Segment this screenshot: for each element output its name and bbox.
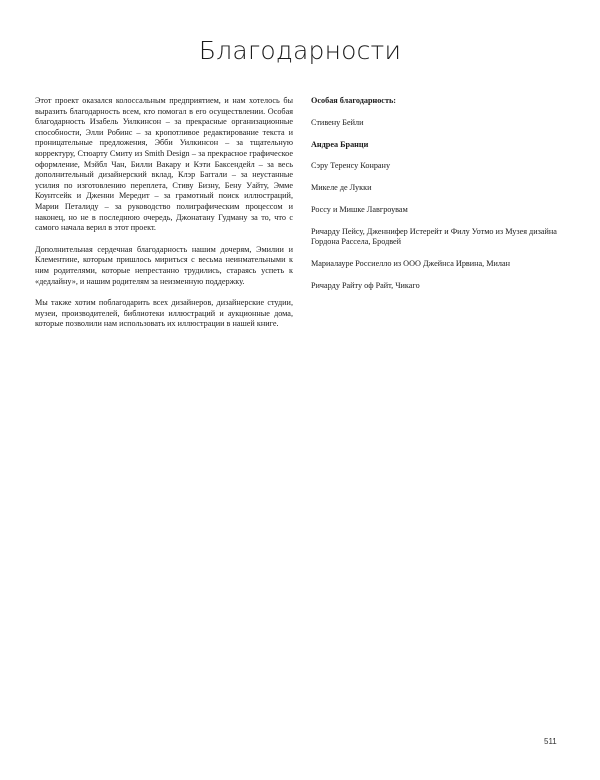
thanks-entry: Андреа Бранци bbox=[311, 139, 369, 149]
thanks-entry: Микеле де Лукки bbox=[311, 183, 372, 193]
thanks-entry: Ричарду Райту оф Райт, Чикаго bbox=[311, 280, 420, 290]
special-thanks-list bbox=[311, 96, 561, 303]
special-thanks-heading: Особая благодарность: bbox=[311, 96, 397, 105]
thanks-entry: Стивену Бейли bbox=[311, 117, 364, 127]
thanks-entry: Россу и Мишке Лавгроувам bbox=[311, 204, 408, 214]
thanks-entry: Мариалауре Россиелло из ООО Джейнса Ирвина, Милан bbox=[311, 259, 511, 269]
page-number: 511 bbox=[544, 737, 557, 746]
body-paragraph: Дополнительная сердечная благодарность нашим дочерям, Эмилии и Клементине, которым пришлось мириться с весьма неинмательными к ним родителями, которые непрестанно трудились, стараясь успеть к «дедлайну», и нашим родителям за неизменную поддержку. bbox=[35, 244, 293, 286]
body-paragraph: Мы также хотим поблагодарить всех дизайнеров, дизайнерские студии, музеи, производителей, библиотеки иллюстраций и аукционные дома, которые позволили нам использовать их иллюстрации в нашей книге. bbox=[35, 298, 293, 329]
page-title: Благодарности bbox=[198, 36, 402, 65]
thanks-entry: Ричарду Пейсу, Дженнифер Истерейт и Филу Уотмо из Музея дизайна Гордона Рассела, Бродвей bbox=[311, 226, 557, 247]
thanks-entry: Сэру Теренсу Конрану bbox=[311, 161, 391, 171]
body-paragraph: Этот проект оказался колоссальным предприятием, и нам хотелось бы выразить благодарность всем, кто помогал в его осуществлении. Особая благодарность Изабель Уилкинсон – за прекрасные организационные способности, Элли Робинс – за кропотливое редактирование текста и проницательные предложения, Эбби Уилкинсон – за тщательную корректуру, Стюарту Смиту из Smith Design – за прекрасное графическое оформление, Мэйбл Чан, Билли Вакару и Кэти Баксендейл – за весь дополнительный дизайнерский вклад, Клэр Баггали – за неустанные усилия по изготовлению переплета, Стиву Бизну, Бену Уайту, Эмме Коунтсейк и Дженни Мередит – за грамотный поиск иллюстраций, Марии Петалиду – за руководство полиграфическим процессом и наконец, но не в последнюю очередь, Джонатану Гудману за то, что с самого начала верил в этот проект. bbox=[35, 96, 293, 233]
acknowledgements-body bbox=[35, 96, 293, 341]
